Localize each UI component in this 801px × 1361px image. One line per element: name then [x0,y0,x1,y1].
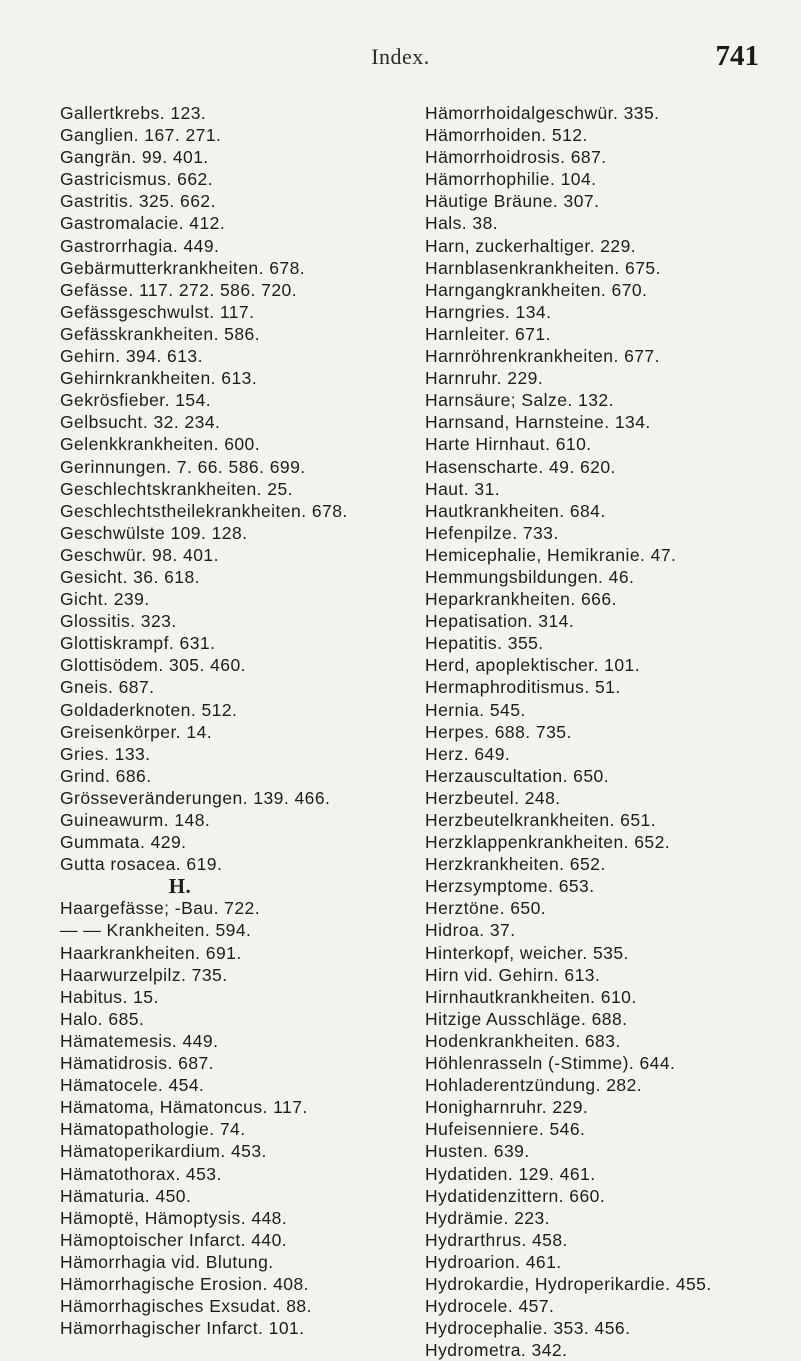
index-entry: Hydatidenzittern. 660. [425,1185,606,1206]
index-entry: Glottisödem. 305. 460. [60,655,246,676]
index-entry: Hämatopathologie. 74. [60,1119,246,1140]
index-entry: Hämatocele. 454. [60,1075,205,1096]
index-entry: Herzklappenkrankheiten. 652. [425,832,671,853]
index-entry: Hämaturia. 450. [60,1185,192,1206]
index-entry: Hämatoma, Hämatoncus. 117. [60,1097,308,1118]
index-entry: Hufeisenniere. 546. [425,1119,586,1140]
index-entry: Hepatitis. 355. [425,633,544,654]
index-entry: Herzauscultation. 650. [425,765,610,786]
index-entry: Hirnhautkrankheiten. 610. [425,986,637,1007]
index-entry: Herd, apoplektischer. 101. [425,655,641,676]
index-entry: Honigharnruhr. 229. [425,1097,589,1118]
index-entry: Hämatothorax. 453. [60,1163,222,1184]
index-entry: Hämatidrosis. 687. [60,1053,214,1074]
index-entry: Hohladerentzündung. 282. [425,1075,643,1096]
index-entry: Hämoptoischer Infarct. 440. [60,1229,288,1250]
index-entry: Geschlechtskrankheiten. 25. [60,478,293,499]
index-entry: Hydrocephalie. 353. 456. [425,1318,631,1339]
index-entry: Haut. 31. [425,478,501,499]
index-entry: Hämorrhagisches Exsudat. 88. [60,1296,312,1317]
index-entry: Herztöne. 650. [425,898,547,919]
index-entry: Gerinnungen. 7. 66. 586. 699. [60,456,306,477]
index-entry: Hermaphroditismus. 51. [425,677,621,698]
index-entry: Hämorrhophilie. 104. [425,169,597,190]
index-entry: Hepatisation. 314. [425,611,575,632]
index-entry: Harnsäure; Salze. 132. [425,390,614,411]
index-entry: Harngangkrankheiten. 670. [425,279,648,300]
index-entry: Herz. 649. [425,743,511,764]
index-entry: Husten. 639. [425,1141,530,1162]
section-letter-heading: H. [168,874,192,899]
index-entry: Hydrometra. 342. [425,1340,568,1361]
index-entry: Goldaderknoten. 512. [60,699,238,720]
index-entry: Harnleiter. 671. [425,323,551,344]
index-entry: Gicht. 239. [60,589,150,610]
right-index-column [425,102,795,1361]
index-entry: Gefässe. 117. 272. 586. 720. [60,279,298,300]
index-entry: Hämorrhoiden. 512. [425,125,588,146]
index-entry: Haarkrankheiten. 691. [60,942,242,963]
left-index-column [60,102,405,1339]
index-entry: Gesicht. 36. 618. [60,566,200,587]
index-entry: Harnruhr. 229. [425,368,544,389]
index-entry: Gangrän. 99. 401. [60,147,209,168]
index-entry: Hemicephalie, Hemikranie. 47. [425,544,677,565]
index-entry: Hirn vid. Gehirn. 613. [425,964,601,985]
index-entry: Guineawurm. 148. [60,810,211,830]
index-entry: Hemmungsbildungen. 46. [425,566,635,587]
index-entry: Gelenkkrankheiten. 600. [60,434,261,455]
running-header-title: Index. [371,44,430,69]
index-entry: Häutige Bräune. 307. [425,191,600,212]
index-entry: Habitus. 15. [60,986,159,1007]
index-entry: Grind. 686. [60,765,152,786]
index-entry: Gehirnkrankheiten. 613. [60,368,258,389]
index-entry: Gastrorrhagia. 449. [60,235,220,256]
index-entry: Hydrarthrus. 458. [425,1229,568,1250]
index-entry: Haargefässe; -Bau. 722. [60,898,261,919]
index-entry: Hämorrhagische Erosion. 408. [60,1273,309,1294]
index-entry: Herzkrankheiten. 652. [425,854,606,875]
index-entry: Glossitis. 323. [60,611,177,632]
index-entry: Hydrocele. 457. [425,1296,555,1317]
index-entry: Hämorrhagischer Infarct. 101. [60,1318,305,1339]
index-entry: Harnröhrenkrankheiten. 677. [425,346,660,367]
index-entry: Hitzige Ausschläge. 688. [425,1008,628,1029]
index-entry: Hämatoperikardium. 453. [60,1141,267,1162]
index-entry: Gekrösfieber. 154. [60,390,212,411]
index-entry: Glottiskrampf. 631. [60,633,216,654]
index-entry: Harn, zuckerhaltiger. 229. [425,235,637,256]
index-entry: Gefässkrankheiten. 586. [60,323,261,344]
index-entry: Heparkrankheiten. 666. [425,589,617,610]
index-entry: Gummata. 429. [60,832,187,853]
index-entry: Geschlechtstheilekrankheiten. 678. [60,500,348,521]
index-entry: Halo. 685. [60,1008,145,1029]
index-entry: Hämorrhagia vid. Blutung. [60,1251,274,1272]
index-entry: Hämatemesis. 449. [60,1030,219,1051]
index-entry: Hydrämie. 223. [425,1207,550,1228]
index-entry: Gries. 133. [60,743,151,764]
index-entry: Gelbsucht. 32. 234. [60,412,221,433]
index-entry: Gastromalacie. 412. [60,213,226,234]
page-number: 741 [715,40,759,72]
index-entry: Geschwülste 109. 128. [60,522,248,543]
index-entry: Hodenkrankheiten. 683. [425,1030,621,1051]
index-entry: Herpes. 688. 735. [425,721,572,742]
index-entry: Höhlenrasseln (-Stimme). 644. [425,1053,676,1074]
index-entry: Gehirn. 394. 613. [60,346,203,367]
index-entry: Hautkrankheiten. 684. [425,500,606,521]
index-entry: Harnblasenkrankheiten. 675. [425,257,661,278]
index-entry: Herzsymptome. 653. [425,876,595,897]
index-entry: Geschwür. 98. 401. [60,544,219,565]
index-entry: Grösseveränderungen. 139. 466. [60,787,331,808]
index-entry: Gastricismus. 662. [60,169,214,190]
index-entry: Hydatiden. 129. 461. [425,1163,596,1184]
index-entry: Hämorrhoidalgeschwür. 335. [425,103,660,123]
index-entry: Harngries. 134. [425,301,552,322]
index-entry: Hämorrhoidrosis. 687. [425,147,607,168]
index-entry: Hinterkopf, weicher. 535. [425,942,629,963]
index-entry: — — Krankheiten. 594. [60,920,252,941]
index-entry: Haarwurzelpilz. 735. [60,964,228,985]
index-entry: Gallertkrebs. 123. [60,103,207,123]
index-entry: Gefässgeschwulst. 117. [60,301,255,322]
index-entry: Hidroa. 37. [425,920,516,941]
index-entry: Hasenscharte. 49. 620. [425,456,616,477]
index-entry: Gastritis. 325. 662. [60,191,216,212]
index-entry: Hals. 38. [425,213,499,234]
index-entry: Herzbeutel. 248. [425,787,561,808]
index-entry: Hydroarion. 461. [425,1251,562,1272]
index-entry: Hydrokardie, Hydroperikardie. 455. [425,1273,712,1294]
index-entry: Hämoptë, Hämoptysis. 448. [60,1207,288,1228]
index-entry: Gutta rosacea. 619. [60,854,223,875]
index-entry: Hefenpilze. 733. [425,522,559,543]
index-entry: Ganglien. 167. 271. [60,125,222,146]
index-entry: Harte Hirnhaut. 610. [425,434,592,455]
index-entry: Herzbeutelkrankheiten. 651. [425,810,657,830]
index-entry: Gneis. 687. [60,677,155,698]
index-entry: Harnsand, Harnsteine. 134. [425,412,651,433]
index-entry: Greisenkörper. 14. [60,721,213,742]
index-entry: Gebärmutterkrankheiten. 678. [60,257,306,278]
index-entry: Hernia. 545. [425,699,526,720]
